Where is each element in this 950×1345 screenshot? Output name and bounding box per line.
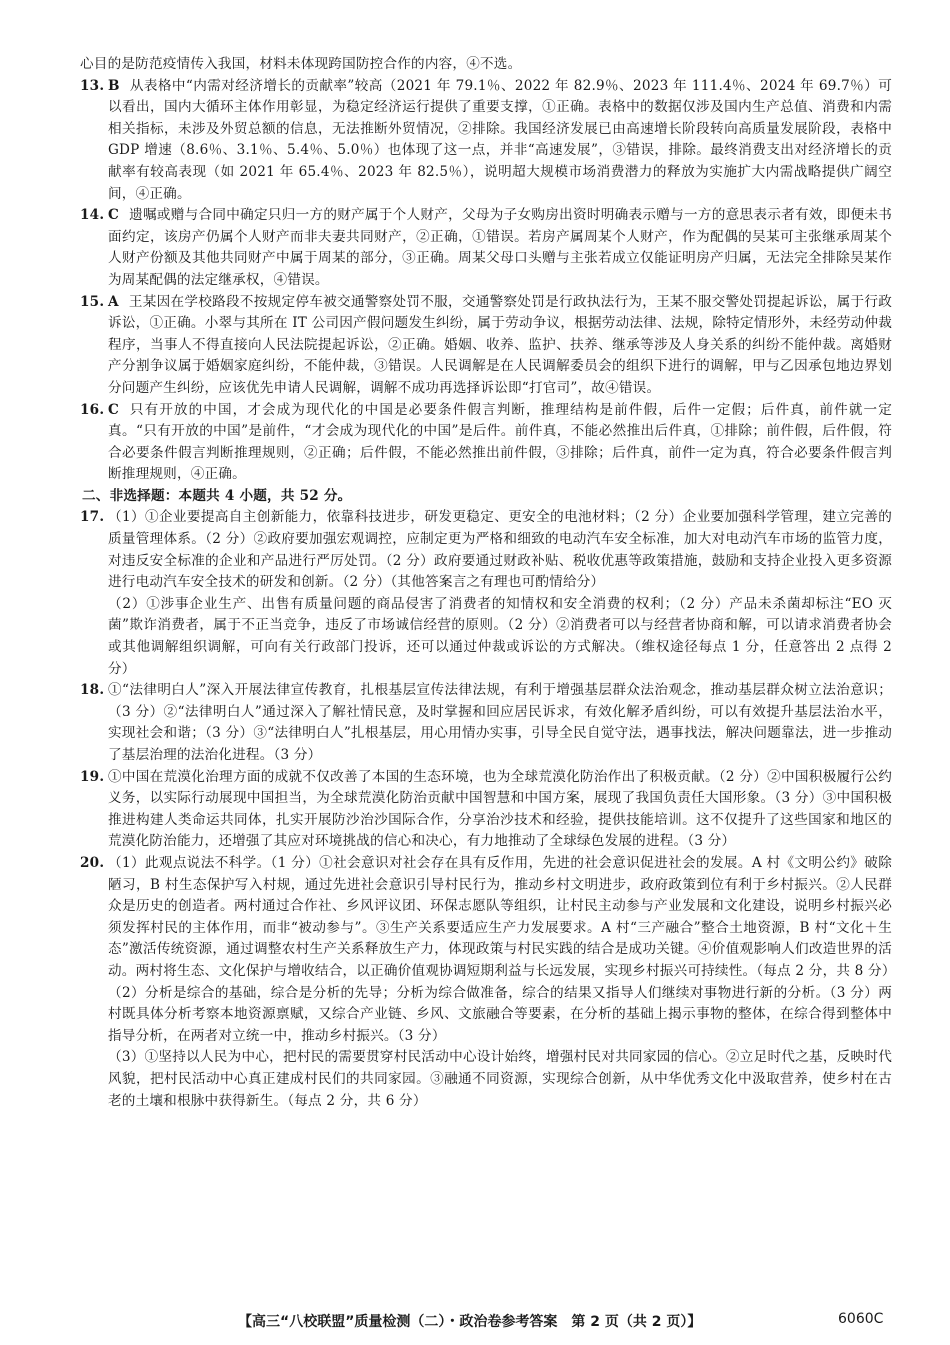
item-part: （2）①涉事企业生产、出售有质量问题的商品侵害了消费者的知情权和安全消费的权利；（2 分）产品未杀菌却标注“EO 灭菌”欺诈消费者，属于不正当竞争，违反了市场诚信经营的原则。（2 分）②消费者可以与经营者协商和解，可以请求消费者协会或其他调解组织调解，可向有关行政部门投诉，还可以通过仲裁或诉讼的方式解决。（维权途径每点 1 分，任意答出 2 点得 2 分） — [108, 595, 892, 677]
answer-letter: C — [108, 207, 120, 224]
item-part: （1）①企业要提高自主创新能力，依靠科技进步，研发更稳定、更安全的电池材料；（2 分）企业要加强科学管理，建立完善的质量管理体系。（2 分）②政府要加强宏观调控，应制定更为严格和细致的电动汽车安全标准，加大对电动汽车市场的监管力度，对违反安全标准的企业和产品进行严厉处罚。（2 分）政府要通过财政补贴、税收优惠等政策措施，鼓励和支持企业投入更多资源进行电动汽车安全技术的研发和创新。（2 分）（其他答案言之有理也可酌情给分） — [108, 509, 892, 591]
answer-letter: B — [108, 77, 120, 94]
answer-item-15 — [80, 292, 892, 400]
item-part: （1）此观点说法不科学。（1 分）①社会意识对社会存在具有反作用，先进的社会意识促进社会的发展。A 村《文明公约》破除陋习，B 村生态保护写入村规，通过先进社会意识引导村民行为，推动乡村文明进步，政府政策到位有利于乡村振兴。②人民群众是历史的创造者。两村通过合作社、乡风评议团、环保志愿队等组织，让村民主动参与产业发展和文化建设，说明乡村振兴必须发挥村民的主体作用，而非“被动参与”。③生产关系要适应生产力发展要求。A 村“三产融合”整合土地资源，B 村“文化＋生态”激活传统资源，通过调整农村生产关系释放生产力，体现政策与村民实践的结合是成功关键。④价值观影响人们改造世界的活动。两村将生态、文化保护与增收结合，以正确价值观协调短期利益与长远发展，实现乡村振兴可持续性。（每点 2 分，共 8 分） — [108, 854, 896, 979]
answer-letter: A — [108, 293, 119, 310]
footer-title: 【高三“八校联盟”质量检测（二）・政治卷参考答案 第 2 页（共 2 页）】 — [238, 1314, 702, 1330]
item-number: 14. — [80, 207, 105, 224]
item-text — [108, 400, 892, 486]
item-number: 19. — [80, 768, 105, 785]
item-text — [108, 76, 892, 206]
item-number: 16. — [80, 401, 105, 418]
answer-item-20 — [80, 853, 896, 1112]
explanation: 只有开放的中国，才会成为现代化的中国是必要条件假言判断，推理结构是前件假，后件一定假；后件真，前件就一定真。“只有开放的中国”是前件，“才会成为现代化的中国”是后件。前件真，不能必然推出后件真，①排除；前件假，后件假，符合必要条件假言判断推理规则，②正确；后件假，不能必然推出前件假，③排除；后件真，前件一定为真，符合必要条件假言判断推理规则，④正确。 — [108, 401, 892, 483]
answer-item-19 — [80, 767, 892, 853]
intro-line: 心目的是防范疫情传入我国，材料未体现跨国防控合作的内容，④不选。 — [80, 56, 522, 72]
explanation: 王某因在学校路段不按规定停车被交通警察处罚不服，交通警察处罚是行政执法行为，王某不服交警处罚提起诉讼，属于行政诉讼，①正确。小翠与其所在 IT 公司因产假问题发生纠纷，属于劳动争议，根据劳动法律、法规，除特定情形外，未经劳动仲裁程序，当事人不得直接向人民法院提起诉讼，②正确。婚姻、收养、监护、扶养、继承等涉及人身关系的纠纷不能仲裁。离婚财产分割争议属于婚姻家庭纠纷，不能仲裁，③错误。人民调解是在人民调解委员会的组织下进行的调解，甲与乙因承包地边界划分问题产生纠纷，应该优先申请人民调解，调解不成功再选择诉讼即“打官司”，故④错误。 — [108, 293, 892, 396]
section-title: 二、非选择题：本题共 4 小题，共 52 分。 — [82, 487, 352, 504]
item-part: （3）①坚持以人民为中心，把村民的需要贯穿村民活动中心设计始终，增强村民对共同家园的信心。②立足时代之基，反映时代风貌，把村民活动中心真正建成村民们的共同家园。③融通不同资源，实现综合创新，从中华优秀文化中汲取营养，使乡村在古老的土壤和根脉中获得新生。（每点 2 分，共 6 分） — [108, 1049, 892, 1109]
explanation: 遗嘱或赠与合同中确定只归一方的财产属于个人财产，父母为子女购房出资时明确表示赠与一方的意思表示者有效，即便未书面约定，该房产仍属个人财产而非夫妻共同财产，②正确，①错误。若房产属周某个人财产，作为配偶的吴某可主张继承周某个人财产份额及其他共同财产中属于周某的部分，③正确。周某父母口头赠与主张若成立仅能证明房产归属，无法完全排除吴某作为周某配偶的法定继承权，④错误。 — [108, 207, 892, 288]
answer-item-14 — [80, 205, 892, 291]
footer-code: 6060C — [838, 1311, 884, 1327]
answer-letter: C — [108, 401, 120, 418]
item-number: 20. — [80, 854, 105, 871]
item-part: （2）分析是综合的基础，综合是分析的先导；分析为综合做准备，综合的结果又指导人们继续对事物进行新的分析。（3 分）两村既具体分析考察本地资源禀赋，又综合产业链、乡风、文旅融合等要素，在分析的基础上揭示事物的整体，在综合得到整体中指导分析，在两者对立统一中，推动乡村振兴。（3 分） — [108, 984, 892, 1044]
answer-item-13 — [80, 76, 892, 206]
item-part: ①中国在荒漠化治理方面的成就不仅改善了本国的生态环境，也为全球荒漠化防治作出了积极贡献。（2 分）②中国积极履行公约义务，以实际行动展现中国担当，为全球荒漠化防治贡献中国智慧和中国方案，展现了我国负责任大国形象。（3 分）③中国积极推进构建人类命运共同体，扎实开展防沙治沙国际合作，分享治沙技术和经验，提供技能培训。这不仅提升了这些国家和地区的荒漠化防治能力，还增强了其应对环境挑战的信心和决心，有力地推动了全球绿色发展的进程。（3 分） — [108, 768, 892, 850]
item-number: 15. — [80, 293, 105, 310]
answer-item-17 — [80, 507, 892, 680]
item-text — [108, 292, 892, 400]
item-text — [108, 205, 892, 291]
answer-item-18 — [80, 680, 892, 766]
answer-item-16 — [80, 400, 892, 486]
explanation: 从表格中“内需对经济增长的贡献率”较高（2021 年 79.1％、2022 年 82.9％、2023 年 111.4％、2024 年 69.7％）可以看出，国内大循环主体作用彰显，为稳定经济运行提供了重要支撑，①正确。表格中的数据仅涉及国内生产总值、消费和内需相关指标，未涉及外贸总额的信息，无法推断外贸情况，②排除。我国经济发展已由高速增长阶段转向高质量发展阶段，表格中 GDP 增速（8.6％、3.1％、5.4％、5.0％）也体现了这一点，并非“高速发展”，③错误，排除。最终消费支出对经济增长的贡献率有较高表现（如 2021 年 65.4％、2023 年 82.5％），说明超大规模市场消费潜力的释放为实施扩大内需战略提供广阔空间，④正确。 — [108, 77, 892, 202]
item-number: 18. — [80, 682, 105, 699]
item-part: ①“法律明白人”深入开展法律宣传教育，扎根基层宣传法律法规，有利于增强基层群众法治观念，推动基层群众树立法治意识；（3 分）②“法律明白人”通过深入了解社情民意，及时掌握和回应居民诉求，有效化解矛盾纠纷，可以有效提升基层法治水平，实现社会和谐；（3 分）③“法律明白人”扎根基层，用心用情办实事，引导全民自觉守法，遇事找法，解决问题靠法，进一步推动了基层治理的法治化进程。（3 分） — [108, 682, 892, 763]
answer-content — [80, 54, 896, 1112]
item-number: 17. — [80, 509, 105, 526]
item-number: 13. — [80, 77, 105, 94]
